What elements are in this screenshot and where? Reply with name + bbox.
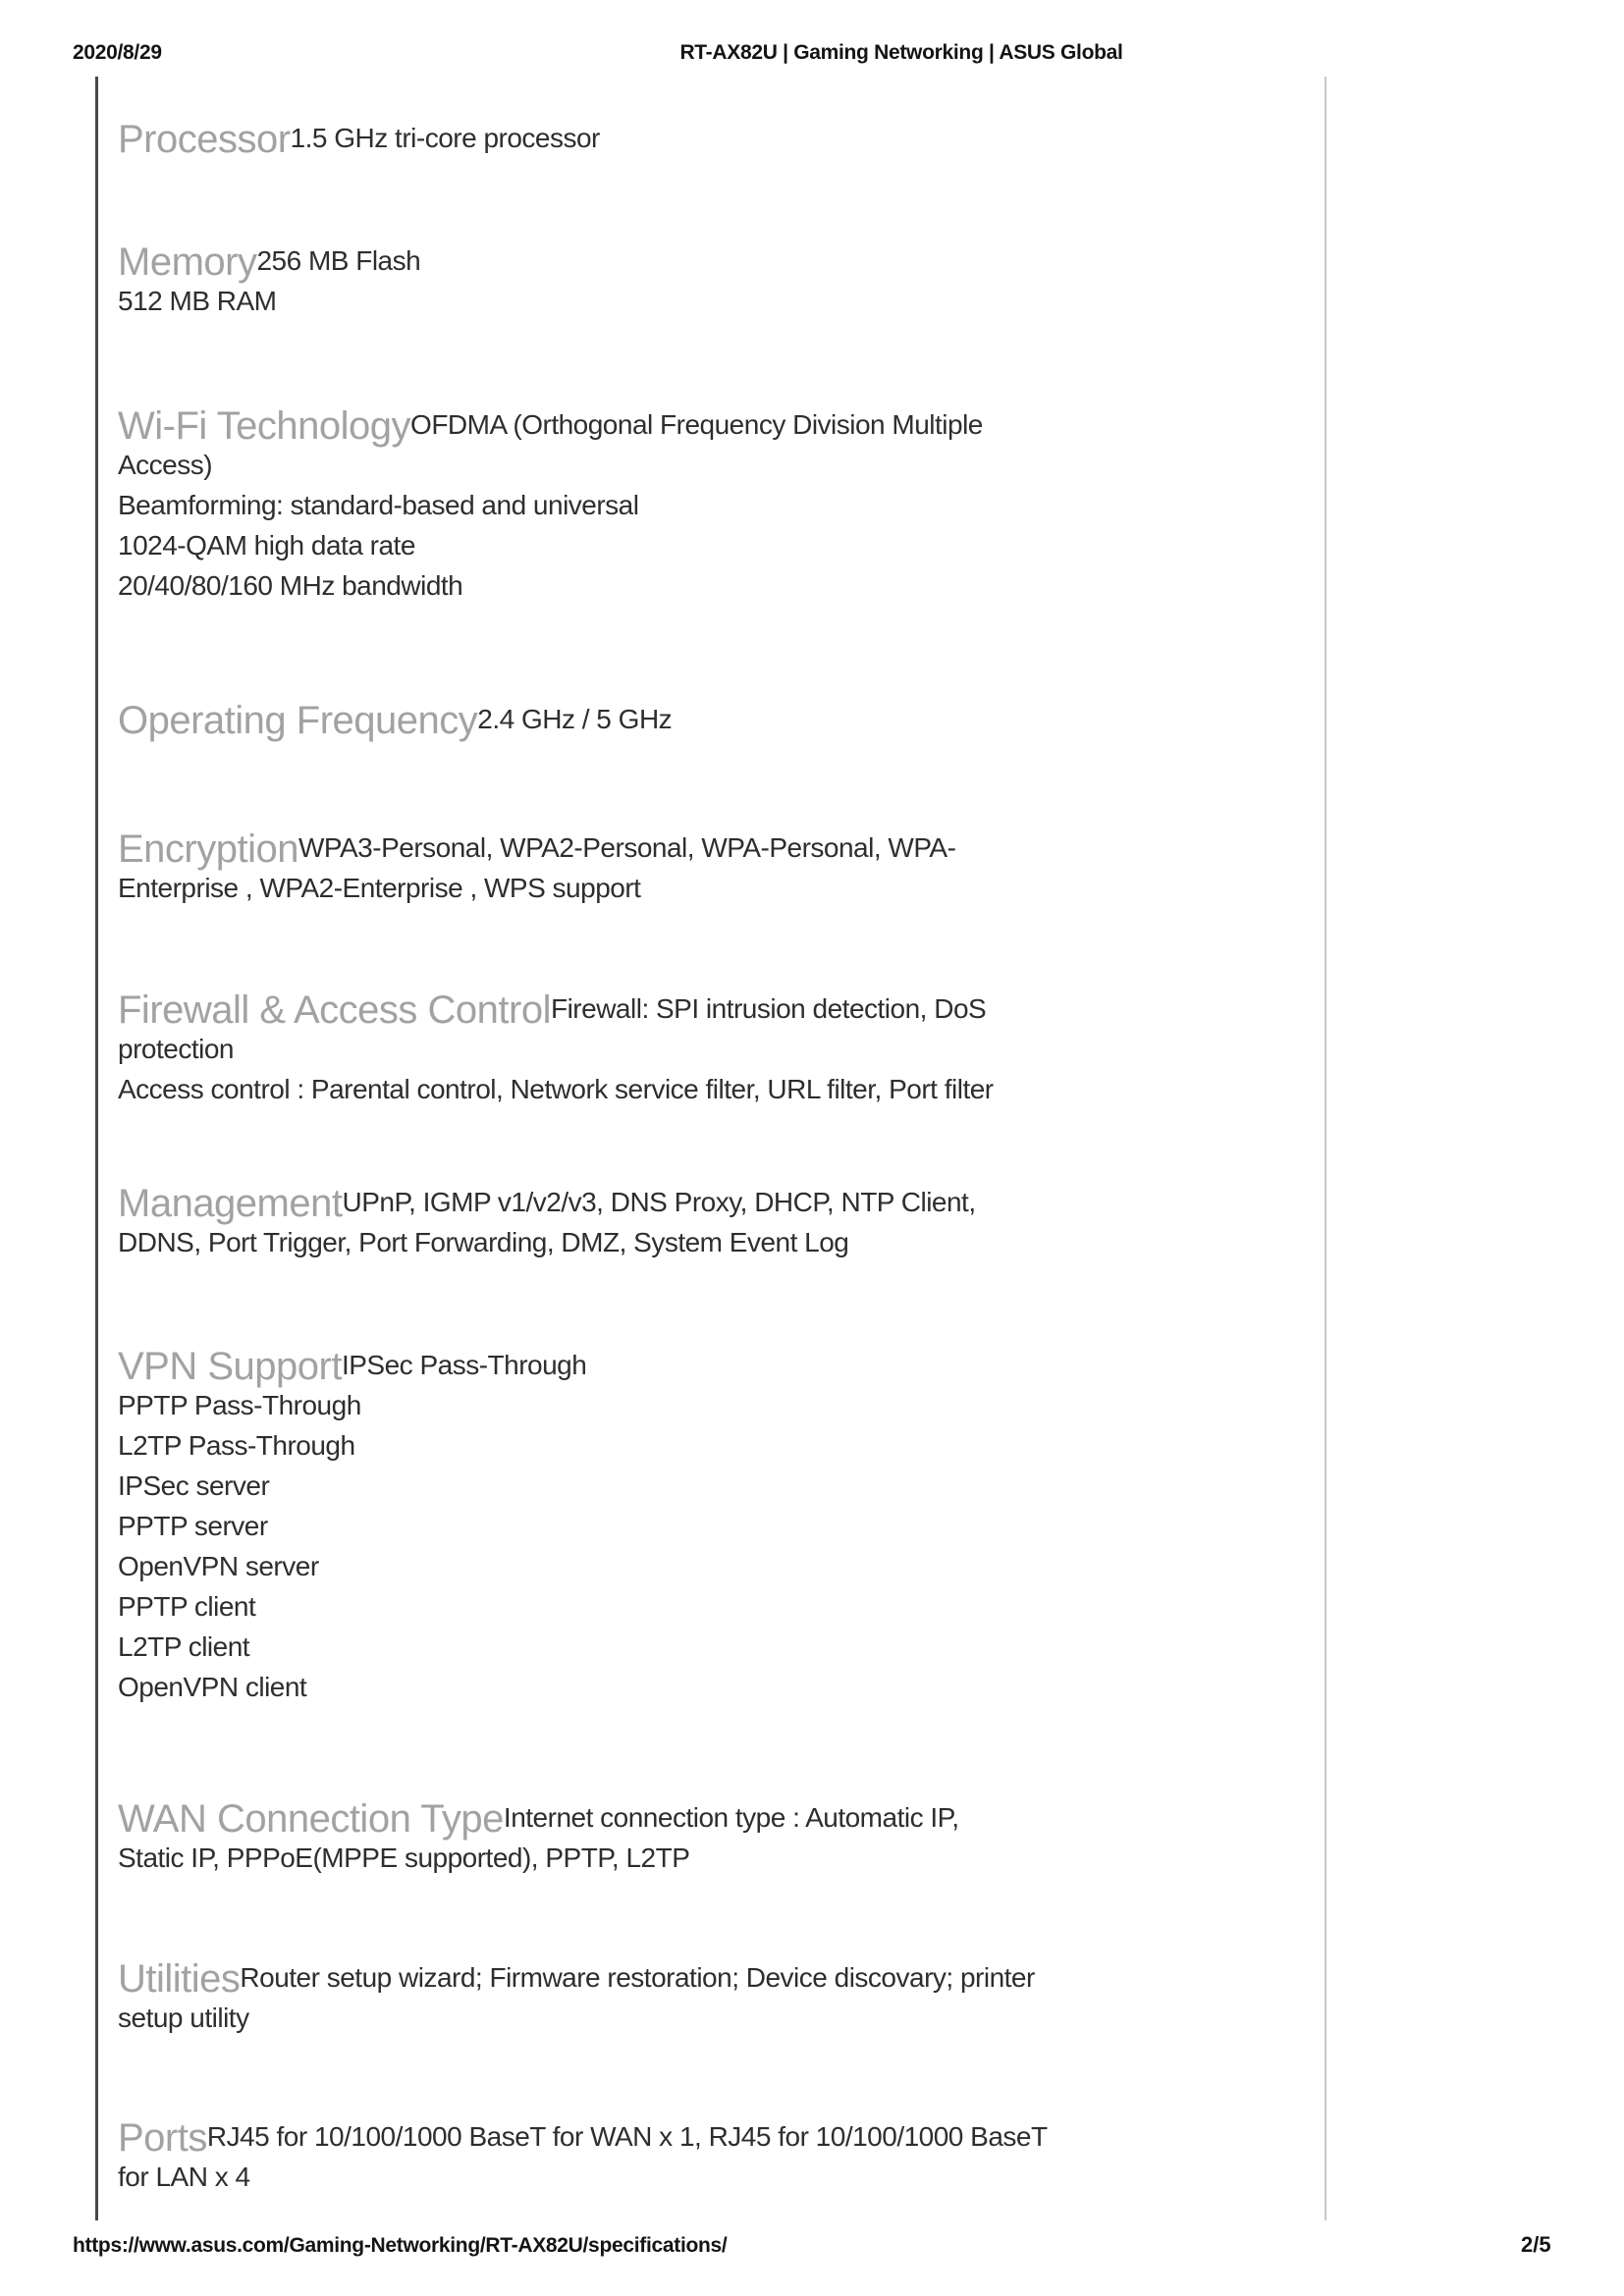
spec-section <box>118 2116 1306 2197</box>
spec-value-line: setup utility <box>118 2002 249 2033</box>
spec-value-line: DDNS, Port Trigger, Port Forwarding, DMZ, System Event Log <box>118 1227 849 1257</box>
spec-value-line: OpenVPN server <box>118 1551 319 1581</box>
spec-heading: Firewall & Access Control <box>118 988 551 1032</box>
spec-first-line <box>118 118 1306 161</box>
spec-first-line <box>118 1182 1306 1225</box>
spec-value: RJ45 for 10/100/1000 BaseT for WAN x 1, RJ45 for 10/100/1000 BaseT <box>206 2121 1048 2152</box>
spec-value-line: Access control : Parental control, Network service filter, URL filter, Port filter <box>118 1074 994 1104</box>
spec-value: Firewall: SPI intrusion detection, DoS <box>550 993 987 1024</box>
spec-first-line <box>118 1957 1306 2001</box>
spec-first-line <box>118 699 1306 742</box>
spec-heading: Management <box>118 1182 343 1225</box>
specifications-list <box>118 118 1306 2197</box>
spec-first-line <box>118 1797 1306 1841</box>
spec-first-line <box>118 2116 1306 2160</box>
table-right-border <box>1325 77 1326 2220</box>
spec-section <box>118 988 1306 1109</box>
spec-value-line: PPTP Pass-Through <box>118 1390 361 1420</box>
spec-value-line: PPTP server <box>118 1511 268 1541</box>
spec-heading: VPN Support <box>118 1345 342 1388</box>
spec-value: WPA3-Personal, WPA2-Personal, WPA-Personal, WPA- <box>298 832 956 863</box>
spec-first-line <box>118 988 1306 1032</box>
spec-heading: WAN Connection Type <box>118 1797 504 1841</box>
spec-value-line: for LAN x 4 <box>118 2162 250 2192</box>
spec-value-line: Static IP, PPPoE(MPPE supported), PPTP, L2TP <box>118 1842 690 1873</box>
spec-section <box>118 699 1306 742</box>
spec-section <box>118 240 1306 321</box>
spec-value-line: PPTP client <box>118 1591 256 1622</box>
spec-value-line: IPSec server <box>118 1470 270 1501</box>
spec-value-line: protection <box>118 1034 234 1064</box>
spec-section <box>118 404 1306 606</box>
table-left-border <box>95 77 98 2220</box>
spec-section <box>118 118 1306 161</box>
spec-value-line: 1024-QAM high data rate <box>118 530 415 561</box>
spec-value-line: Enterprise , WPA2-Enterprise , WPS support <box>118 873 641 903</box>
spec-section <box>118 1797 1306 1878</box>
spec-section <box>118 1345 1306 1707</box>
spec-heading: Operating Frequency <box>118 699 478 742</box>
spec-value: OFDMA (Orthogonal Frequency Division Multiple <box>410 409 983 440</box>
spec-value: Router setup wizard; Firmware restoration; Device discovary; printer <box>240 1962 1035 1993</box>
spec-value: 1.5 GHz tri-core processor <box>290 123 600 153</box>
print-footer-url: https://www.asus.com/Gaming-Networking/RT-AX82U/specifications/ <box>73 2234 728 2257</box>
spec-value-line: Access) <box>118 450 213 480</box>
spec-heading: Utilities <box>118 1957 241 2001</box>
spec-value: Internet connection type : Automatic IP, <box>503 1802 959 1833</box>
print-footer-page-number: 2/5 <box>1521 2232 1551 2257</box>
print-header-title: RT-AX82U | Gaming Networking | ASUS Global <box>679 41 1123 64</box>
spec-section <box>118 1182 1306 1262</box>
spec-value-line: OpenVPN client <box>118 1672 307 1702</box>
spec-value: IPSec Pass-Through <box>341 1350 587 1380</box>
spec-value-line: 512 MB RAM <box>118 286 277 316</box>
spec-first-line <box>118 1345 1306 1388</box>
spec-first-line <box>118 828 1306 871</box>
spec-value-line: 20/40/80/160 MHz bandwidth <box>118 570 463 601</box>
spec-value-line: Beamforming: standard-based and universal <box>118 490 639 520</box>
spec-section <box>118 828 1306 908</box>
spec-heading: Memory <box>118 240 257 284</box>
spec-heading: Encryption <box>118 828 298 871</box>
spec-first-line <box>118 240 1306 284</box>
spec-heading: Ports <box>118 2116 207 2160</box>
spec-section <box>118 1957 1306 2038</box>
spec-value-line: L2TP Pass-Through <box>118 1430 355 1461</box>
spec-heading: Wi-Fi Technology <box>118 404 411 448</box>
spec-heading: Processor <box>118 118 291 161</box>
print-header-date: 2020/8/29 <box>73 41 162 64</box>
spec-first-line <box>118 404 1306 448</box>
spec-value: UPnP, IGMP v1/v2/v3, DNS Proxy, DHCP, NTP Client, <box>342 1187 976 1217</box>
spec-value: 256 MB Flash <box>256 245 421 276</box>
spec-value: 2.4 GHz / 5 GHz <box>477 704 673 734</box>
spec-value-line: L2TP client <box>118 1631 250 1662</box>
